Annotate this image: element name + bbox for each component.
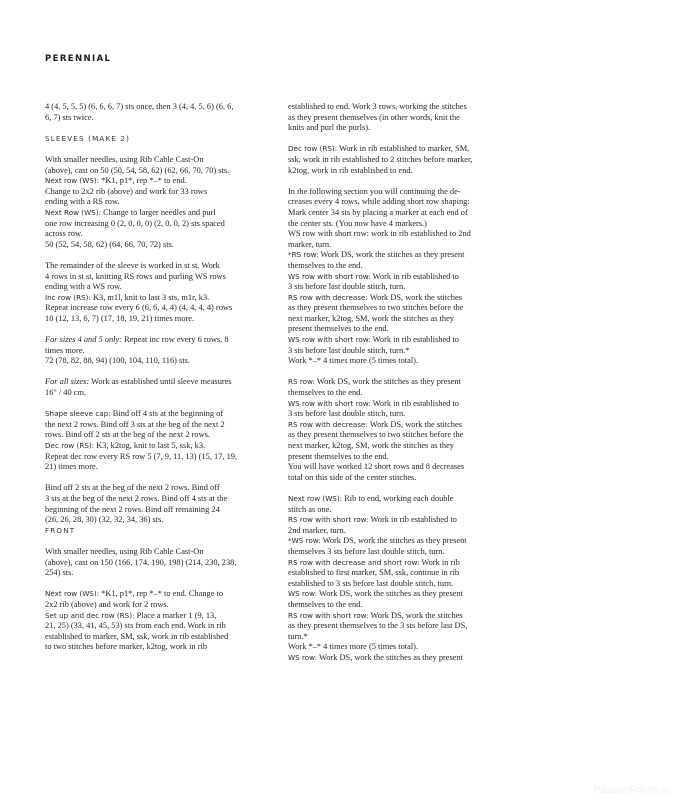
sizes-4-5-paragraph (45, 335, 277, 367)
instruction-line (45, 441, 277, 452)
instruction-line (288, 272, 520, 283)
row-text: Work DS, work the stitches as they present (317, 589, 464, 599)
text-line: as they present themselves to two stitches before the (288, 303, 464, 313)
text-line: 6, 7) sts twice. (45, 112, 94, 122)
instruction-line (288, 494, 520, 505)
row-text: Rib to end, working each double (342, 493, 454, 503)
row-text: Work in rib established to (370, 398, 459, 408)
row-text: Work DS, work the stitches (367, 419, 462, 429)
instruction-line (288, 653, 520, 664)
row-text: Work in rib established to (368, 515, 457, 525)
text-line: k2tog, work in rib established to end. (288, 165, 413, 175)
text-line: to two stitches before marker, k2tog, work in rib (45, 642, 208, 652)
row-label: Next row (WS): (288, 493, 343, 503)
text-line: ending with a WS row. (45, 282, 122, 292)
row-text: Work in rib established to (370, 335, 459, 345)
size-note: For all sizes: (45, 377, 90, 387)
text-line: Repeat dec row every RS row 5 (7, 9, 11, 13) (15, 17, 19, (45, 451, 238, 461)
text-line: 10 (12, 13, 6, 7) (17, 18, 19, 21) times more. (45, 313, 195, 323)
row-label: WS row with short row: (288, 335, 371, 345)
left-column (45, 102, 277, 663)
text-line: (above), cast on 150 (166, 174, 190, 198) (214, 230, 238, (45, 557, 237, 567)
instruction-line (288, 293, 520, 304)
text-line: as they present themselves to the 3 sts before last DS, (288, 621, 468, 631)
text-line: next marker, k2tog, SM, work the stitches as they (288, 313, 454, 323)
text-line: creases every 4 rows, while adding short row shaping: (288, 197, 470, 207)
text-line: established to first marker, SM, ssk, continue in rib (288, 568, 460, 578)
row-text: Work DS, work the stitches as they present (318, 250, 465, 260)
intro-paragraph (45, 102, 277, 123)
text-line: next marker, k2tog, SM, work the stitches as they (288, 441, 454, 450)
row-text: K3, m1l, knit to last 3 sts, m1r, k3. (90, 292, 210, 302)
dec-row-paragraph (288, 144, 520, 176)
instruction-line (288, 144, 520, 155)
text-line: Repeat increase row every 6 (6, 6, 4, 4) (4, 4, 4, 4) rows (45, 303, 233, 313)
row-text: Work DS, work the stitches (368, 610, 463, 620)
text-line: 4 (4, 5, 5, 5) (6, 6, 6, 7) sts once, then 3 (4, 4, 5, 6) (6, 6, (45, 102, 234, 111)
text-line: total on this side of the center stitches. (288, 472, 417, 482)
instruction-line (45, 377, 277, 388)
size-note: For sizes 4 and 5 only: (45, 335, 122, 345)
text-line: With smaller needles, using Rib Cable Cast-On (45, 154, 204, 164)
text-line: across row. (45, 229, 83, 239)
text-line: times more. (45, 345, 85, 355)
instruction-line (45, 611, 277, 622)
instruction-line (45, 208, 277, 219)
row-text: Work as established until sleeve measures (89, 377, 232, 387)
text-line: Bind off 2 sts at the beg of the next 2 rows. Bind off (45, 483, 220, 493)
text-line: The remainder of the sleeve is worked in st st. Work (45, 260, 220, 270)
instruction-line (288, 515, 520, 526)
text-line: 21, 25) (33, 41, 45, 53) sts from each end. Work in rib (45, 621, 226, 631)
instruction-line (288, 420, 520, 431)
text-line: 3 sts at the beg of the next 2 rows. Bind off 4 sts at the (45, 493, 228, 503)
text-line: 2x2 rib (above) and work for 2 rows. (45, 599, 169, 609)
text-line: With smaller needles, using Rib Cable Cast-On (45, 546, 204, 556)
text-line: Mark center 34 sts by placing a marker at each end of (288, 207, 468, 217)
short-row-shaping-paragraph (288, 187, 520, 367)
text-line: WS row with short row: work in rib established to 2nd (288, 229, 471, 239)
all-sizes-paragraph (45, 377, 277, 398)
watermark: PassionForum.ru (593, 785, 670, 796)
row-text: Work DS, work the stitches as they present (320, 536, 467, 546)
instruction-line (288, 335, 520, 346)
rib-continue-paragraph (288, 102, 520, 134)
row-text: Work DS, work the stitches as they present (314, 377, 461, 387)
instruction-line (288, 399, 520, 410)
instruction-line (288, 377, 520, 388)
instruction-line (288, 611, 520, 622)
row-text: K3, k2tog, knit to last 5, ssk, k3. (94, 441, 206, 450)
text-line: present themselves to the end. (288, 451, 389, 461)
row-text: Change to larger needles and purl (100, 207, 216, 217)
text-line: 16" / 40 cm. (45, 388, 87, 398)
row-text: *K1, p1*, rep *–* to end. Change to (99, 589, 224, 599)
row-label: Dec row (RS): (288, 144, 338, 154)
text-line: established to 3 sts before last double stitch, turn. (288, 578, 454, 588)
row-label: RS row with decrease and short row: (288, 557, 420, 567)
row-label: Dec row (RS): (45, 441, 95, 450)
row-label: Shape sleeve cap: (45, 409, 111, 419)
instruction-line (288, 589, 520, 600)
text-line: as they present themselves (in other words, knit the (288, 112, 460, 122)
text-line: the center sts. (You now have 4 markers.) (288, 218, 427, 228)
front-heading: FRONT (45, 525, 76, 535)
rs-row-sequence-paragraph (288, 377, 520, 483)
instruction-line (288, 558, 520, 569)
text-line: present themselves to the end. (288, 324, 389, 334)
front-cast-on-paragraph (45, 547, 277, 579)
sleeve-cap-paragraph (45, 409, 277, 473)
row-label: Next Row (WS): (45, 207, 101, 217)
row-label: RS row with decrease: (288, 292, 368, 302)
text-line: 2nd marker, turn. (288, 525, 346, 535)
text-line: 3 sts before last double stitch, turn. (288, 409, 406, 419)
right-column (288, 102, 520, 674)
row-text: Place a marker 1 (9, 13, (134, 610, 217, 620)
row-text: Work DS, work the stitches (367, 292, 462, 302)
text-line: themselves to the end. (288, 388, 363, 398)
text-line: 3 sts before last double stitch, turn.* (288, 345, 410, 355)
instruction-line (45, 176, 277, 187)
row-text: Work in rib established to (370, 271, 459, 281)
row-label: WS row: (288, 589, 318, 599)
text-line: established to marker, SM, ssk, work in rib established (45, 631, 229, 641)
row-label: RS row: (288, 377, 315, 387)
text-line: beginning of the next 2 rows. Bind off remaining 24 (45, 504, 220, 514)
text-line: knits and purl the purls). (288, 123, 371, 133)
text-line: rows. Bind off 2 sts at the beg of the next 2 rows. (45, 430, 210, 440)
sleeves-heading: SLEEVES (MAKE 2) (45, 133, 131, 143)
front-setup-paragraph (45, 589, 277, 653)
text-line: 4 rows in st st, knitting RS rows and purling WS rows (45, 271, 226, 281)
instruction-line (45, 409, 277, 420)
sleeve-increase-paragraph (45, 261, 277, 325)
text-line: ending with a RS row. (45, 197, 120, 207)
text-line: the next 2 rows. Bind off 3 sts at the beg of the next 2 (45, 419, 225, 429)
instruction-line (45, 293, 277, 304)
text-line: turn.* (288, 631, 308, 641)
row-label: Inc row (RS): (45, 292, 91, 302)
sleeve-cast-on-paragraph (45, 155, 277, 250)
text-line: themselves to the end. (288, 260, 363, 270)
row-text: Repeat inc row every 6 rows, 8 (122, 335, 229, 345)
row-label: Set up and dec row (RS): (45, 610, 135, 620)
text-line: themselves to the end. (288, 599, 363, 609)
instruction-line (45, 589, 277, 600)
text-line: as they present themselves to two stitches before the (288, 430, 464, 440)
text-line: 50 (52, 54, 58, 62) (64, 66, 70, 72) sts. (45, 239, 174, 249)
row-label: RS row with decrease: (288, 419, 368, 429)
row-label: RS row with short row: (288, 515, 369, 525)
text-line: (26, 26, 28, 30) (32, 32, 34, 36) sts. (45, 515, 164, 525)
running-header: PERENNIAL (45, 54, 112, 64)
row-label: Next row (WS): (45, 589, 100, 599)
text-line: In the following section you will continuing the de- (288, 186, 461, 196)
bind-off-paragraph (45, 483, 277, 525)
row-text: Work in rib established to marker, SM, (337, 144, 470, 154)
row-text: Bind off 4 sts at the beginning of (110, 409, 224, 419)
text-line: Change to 2x2 rib (above) and work for 33 rows (45, 186, 208, 196)
text-line: Work *–* 4 times more (5 times total). (288, 356, 419, 366)
text-line: 72 (78, 82, 88, 94) (100, 104, 110, 116) sts. (45, 356, 191, 366)
ws-rib-paragraph (288, 494, 520, 664)
row-text: Work in rib (419, 557, 460, 567)
text-line: 21) times more. (45, 462, 98, 472)
row-label: *WS row: (288, 536, 321, 546)
text-line: 3 sts before last double stitch, turn. (288, 282, 406, 292)
text-line: Work *–* 4 times more (5 times total). (288, 642, 419, 652)
row-label: Next row (WS): (45, 176, 100, 186)
row-label: WS row: (288, 652, 318, 662)
text-line: themselves 3 sts before last double stitch, turn. (288, 546, 445, 556)
text-line: (above), cast on 50 (50, 54, 58, 62) (62, 66, 70, 70) sts. (45, 165, 230, 175)
text-line: 254) sts. (45, 568, 74, 578)
text-line: marker, turn. (288, 239, 332, 249)
instruction-line (288, 250, 520, 261)
text-line: one row increasing 0 (2, 0, 0, 0) (2, 0, 0, 2) sts spaced (45, 218, 225, 228)
text-line: stitch as one. (288, 504, 332, 514)
text-line: ssk, work in rib established to 2 stitches before marker, (288, 154, 473, 164)
row-text: *K1, p1*, rep *–* to end. (99, 176, 187, 186)
row-label: WS row with short row: (288, 398, 371, 408)
row-label: WS row with short row: (288, 271, 371, 281)
row-text: Work DS, work the stitches as they present (317, 652, 464, 662)
text-line: You will have worked 12 short rows and 8 decreases (288, 462, 465, 472)
text-line: established to end. Work 3 rows, working the stitches (288, 102, 467, 111)
row-label: RS row with short row: (288, 610, 369, 620)
instruction-line (288, 536, 520, 547)
instruction-line (45, 335, 277, 346)
row-label: *RS row: (288, 250, 319, 260)
